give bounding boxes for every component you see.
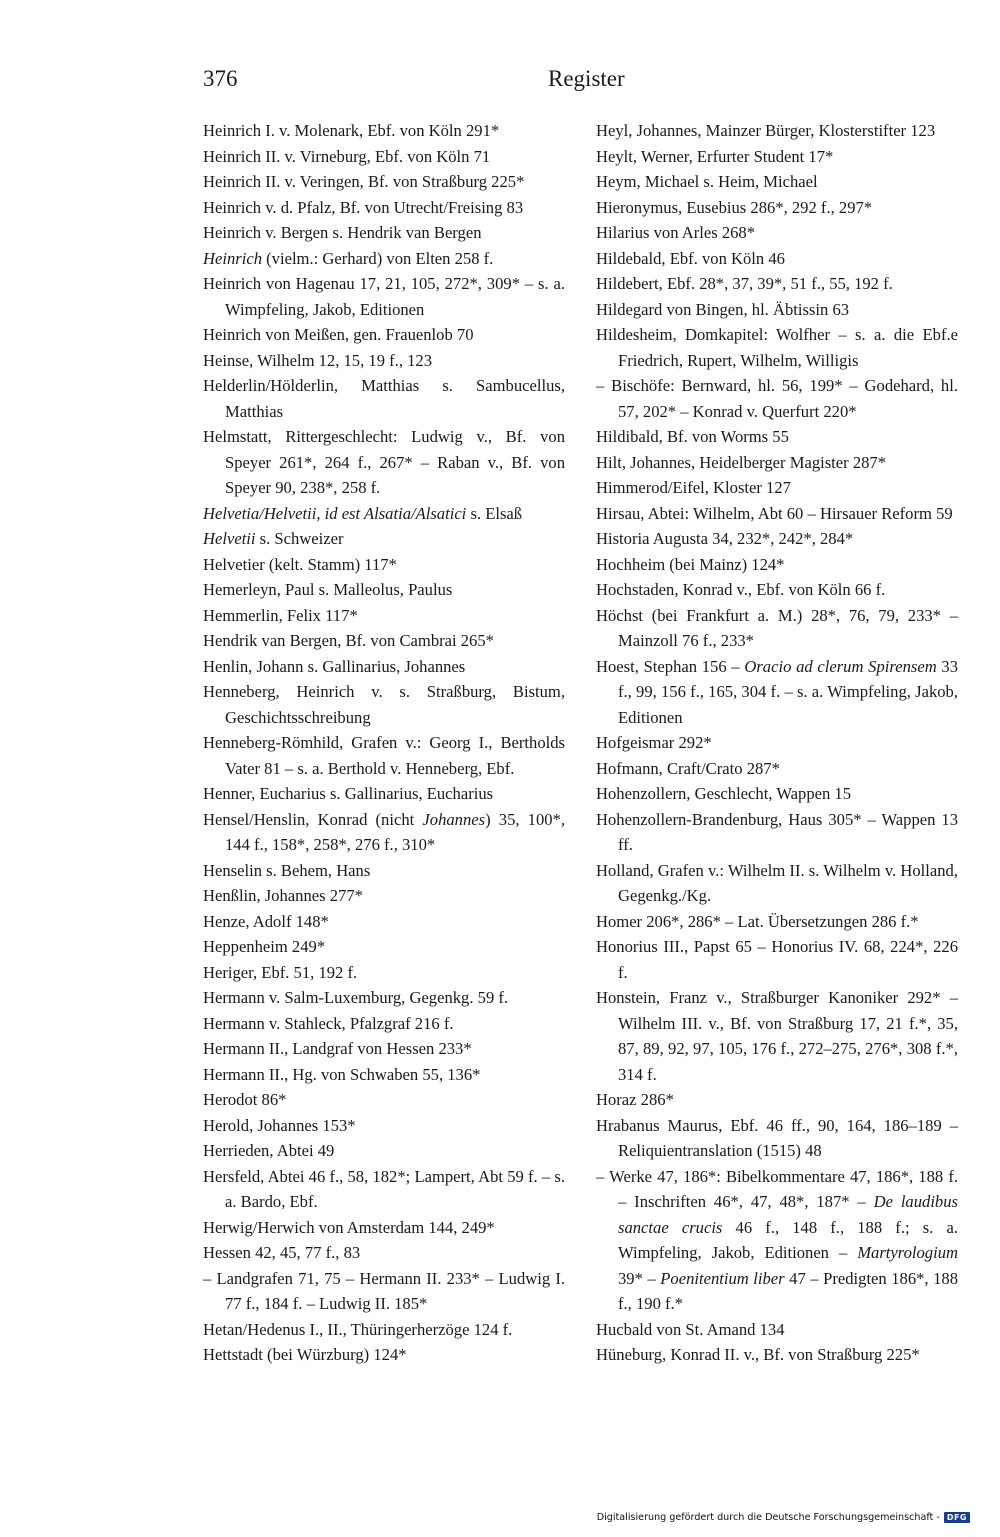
index-entry: Himmerod/Eifel, Kloster 127 xyxy=(596,478,791,497)
index-entry: Horaz 286* xyxy=(596,1090,674,1109)
index-entry: Helvetia/Helvetii, id est Alsatia/Alsatici s. Elsaß xyxy=(203,503,523,523)
index-entry: Hensel/Henslin, Konrad (nicht Johannes) 35, 100*, 144 f., 158*, 258*, 276 f., 310* xyxy=(203,809,566,854)
index-entry: Herwig/Herwich von Amsterdam 144, 249* xyxy=(203,1217,495,1237)
index-entry: Henneberg-Römhild, Grafen v.: Georg I., Bertholds Vater 81 – s. a. Berthold v. Henneberg, Ebf. xyxy=(203,733,565,778)
index-entry: Honstein, Franz v., Straßburger Kanoniker 292* – Wilhelm III. v., Bf. von Straßburg 17, 21 f.*, 35, 87, 89, 92, 97, 105, 176 f., 272–275, 276*, 308 f.*, 314 f. xyxy=(596,988,958,1084)
index-entry: Henßlin, Johannes 277* xyxy=(203,886,363,905)
index-entry: Hemerleyn, Paul s. Malleolus, Paulus xyxy=(203,580,453,599)
index-entry: Hessen 42, 45, 77 f., 83 xyxy=(203,1243,361,1262)
index-entry: Hucbald von St. Amand 134 xyxy=(596,1319,785,1339)
index-entry: – Werke 47, 186*: Bibelkommentare 47, 186*, 188 f. – Inschriften 46*, 47, 48*, 187* – De laudibus sanctae crucis 46 f., 148 f., 188 f.; s. a. Wimpfeling, Jakob, Editionen – Martyrologium 39* – Poenitentium liber 47 – Predigten 186*, 188 f., 190 f.* xyxy=(596,1166,959,1313)
index-entry: Henlin, Johann s. Gallinarius, Johannes xyxy=(203,656,466,676)
index-entry: Honorius III., Papst 65 – Honorius IV. 68, 224*, 226 f. xyxy=(596,937,958,982)
index-entry: Hildesheim, Domkapitel: Wolfher – s. a. die Ebf.e Friedrich, Rupert, Wilhelm, Willigis xyxy=(596,325,958,370)
index-entry: Heinrich v. Bergen s. Hendrik van Bergen xyxy=(203,223,482,242)
index-entry: Heinrich I. v. Molenark, Ebf. von Köln 291* xyxy=(203,121,500,140)
index-entry: Heinrich v. d. Pfalz, Bf. von Utrecht/Freising 83 xyxy=(203,197,524,217)
index-entry: Hettstadt (bei Würzburg) 124* xyxy=(203,1345,407,1364)
index-entry: Hendrik van Bergen, Bf. von Cambrai 265* xyxy=(203,631,494,650)
index-entry: Henneberg, Heinrich v. s. Straßburg, Bistum, Geschichtsschreibung xyxy=(203,682,565,727)
index-entry: Höchst (bei Frankfurt a. M.) 28*, 76, 79, 233* – Mainzoll 76 f., 233* xyxy=(596,605,958,650)
index-entry: Heym, Michael s. Heim, Michael xyxy=(596,172,818,191)
index-entry: Hofmann, Craft/Crato 287* xyxy=(596,758,780,778)
index-column-right xyxy=(596,118,958,1368)
index-entry: Homer 206*, 286* – Lat. Übersetzungen 286 f.* xyxy=(596,911,919,931)
index-entry: Henselin s. Behem, Hans xyxy=(203,860,371,880)
index-entry: Herrieden, Abtei 49 xyxy=(203,1141,335,1160)
index-entry: Hermann v. Salm-Luxemburg, Gegenkg. 59 f. xyxy=(203,988,509,1007)
index-entry: Hildegard von Bingen, hl. Äbtissin 63 xyxy=(596,299,850,319)
index-entry: Henner, Eucharius s. Gallinarius, Eucharius xyxy=(203,784,494,803)
index-entry: Hermann v. Stahleck, Pfalzgraf 216 f. xyxy=(203,1013,454,1033)
index-entry: Hrabanus Maurus, Ebf. 46 ff., 90, 164, 186–189 – Reliquientranslation (1515) 48 xyxy=(596,1115,958,1160)
index-entry: Hilarius von Arles 268* xyxy=(596,223,756,242)
index-entry: Heinrich (vielm.: Gerhard) von Elten 258 f. xyxy=(203,248,494,268)
index-entry: Hildebald, Ebf. von Köln 46 xyxy=(596,248,785,268)
index-entry: Heinrich von Hagenau 17, 21, 105, 272*, 309* – s. a. Wimpfeling, Jakob, Editionen xyxy=(203,274,565,319)
index-entry: Hemmerlin, Felix 117* xyxy=(203,605,358,625)
index-entry: Helmstatt, Rittergeschlecht: Ludwig v., Bf. von Speyer 261*, 264 f., 267* – Raban v., Bf. von Speyer 90, 238*, 258 f. xyxy=(203,427,565,497)
index-entry: Hohenzollern, Geschlecht, Wappen 15 xyxy=(596,784,852,803)
index-entry: Hüneburg, Konrad II. v., Bf. von Straßburg 225* xyxy=(596,1345,920,1364)
index-entry: Hermann II., Landgraf von Hessen 233* xyxy=(203,1039,472,1058)
index-entry: Heinrich II. v. Virneburg, Ebf. von Köln 71 xyxy=(203,146,491,166)
index-entry: Hirsau, Abtei: Wilhelm, Abt 60 – Hirsauer Reform 59 xyxy=(596,503,953,523)
index-entry: Heyl, Johannes, Mainzer Bürger, Klosterstifter 123 xyxy=(596,121,936,140)
index-entry: Hildebert, Ebf. 28*, 37, 39*, 51 f., 55, 192 f. xyxy=(596,274,893,293)
index-entry: Heppenheim 249* xyxy=(203,937,326,956)
index-entry: Historia Augusta 34, 232*, 242*, 284* xyxy=(596,529,854,548)
index-entry: Hildibald, Bf. von Worms 55 xyxy=(596,427,789,446)
index-entry: Herold, Johannes 153* xyxy=(203,1115,356,1135)
index-entry: Herodot 86* xyxy=(203,1090,287,1109)
index-entry: Hilt, Johannes, Heidelberger Magister 287* xyxy=(596,452,887,472)
index-entry: Heylt, Werner, Erfurter Student 17* xyxy=(596,146,834,166)
index-entry: Hieronymus, Eusebius 286*, 292 f., 297* xyxy=(596,197,873,217)
index-entry: Holland, Grafen v.: Wilhelm II. s. Wilhelm v. Holland, Gegenkg./Kg. xyxy=(596,860,958,905)
index-entry: Hermann II., Hg. von Schwaben 55, 136* xyxy=(203,1064,481,1084)
index-entry: Hetan/Hedenus I., II., Thüringerherzöge 124 f. xyxy=(203,1319,513,1339)
index-entry: Hohenzollern-Brandenburg, Haus 305* – Wappen 13 ff. xyxy=(596,809,958,854)
index-entry: Helderlin/Hölderlin, Matthias s. Sambucellus, Matthias xyxy=(203,376,565,421)
index-entry: Hochheim (bei Mainz) 124* xyxy=(596,554,785,574)
index-entry: Heriger, Ebf. 51, 192 f. xyxy=(203,962,358,982)
index-entry: Heinse, Wilhelm 12, 15, 19 f., 123 xyxy=(203,350,433,370)
index-entry: Hoest, Stephan 156 – Oracio ad clerum Spirensem 33 f., 99, 156 f., 165, 304 f. – s. a. Wimpfeling, Jakob, Editionen xyxy=(596,656,958,727)
index-entry: Hofgeismar 292* xyxy=(596,733,712,752)
index-entry: Henze, Adolf 148* xyxy=(203,911,329,931)
footer-text: Digitalisierung gefördert durch die Deutsche Forschungsgemeinschaft - xyxy=(596,1512,940,1523)
index-entry: Hersfeld, Abtei 46 f., 58, 182*; Lampert, Abt 59 f. – s. a. Bardo, Ebf. xyxy=(203,1166,565,1211)
index-entry: Heinrich von Meißen, gen. Frauenlob 70 xyxy=(203,325,474,344)
index-entry: Helvetii s. Schweizer xyxy=(203,529,344,548)
index-column-left xyxy=(203,118,565,1368)
index-entry: – Landgrafen 71, 75 – Hermann II. 233* – Ludwig I. 77 f., 184 f. – Ludwig II. 185* xyxy=(203,1268,565,1313)
footer-credit xyxy=(597,1512,970,1523)
index-entry: Hochstaden, Konrad v., Ebf. von Köln 66 f. xyxy=(596,580,886,599)
dfg-logo-icon: DFG xyxy=(944,1512,970,1523)
running-title: Register xyxy=(548,66,625,91)
index-entry: Heinrich II. v. Veringen, Bf. von Straßburg 225* xyxy=(203,172,525,191)
index-entry: – Bischöfe: Bernward, hl. 56, 199* – Godehard, hl. 57, 202* – Konrad v. Querfurt 220* xyxy=(596,376,958,421)
index-entry: Helvetier (kelt. Stamm) 117* xyxy=(203,554,397,574)
page-number: 376 xyxy=(203,66,238,91)
